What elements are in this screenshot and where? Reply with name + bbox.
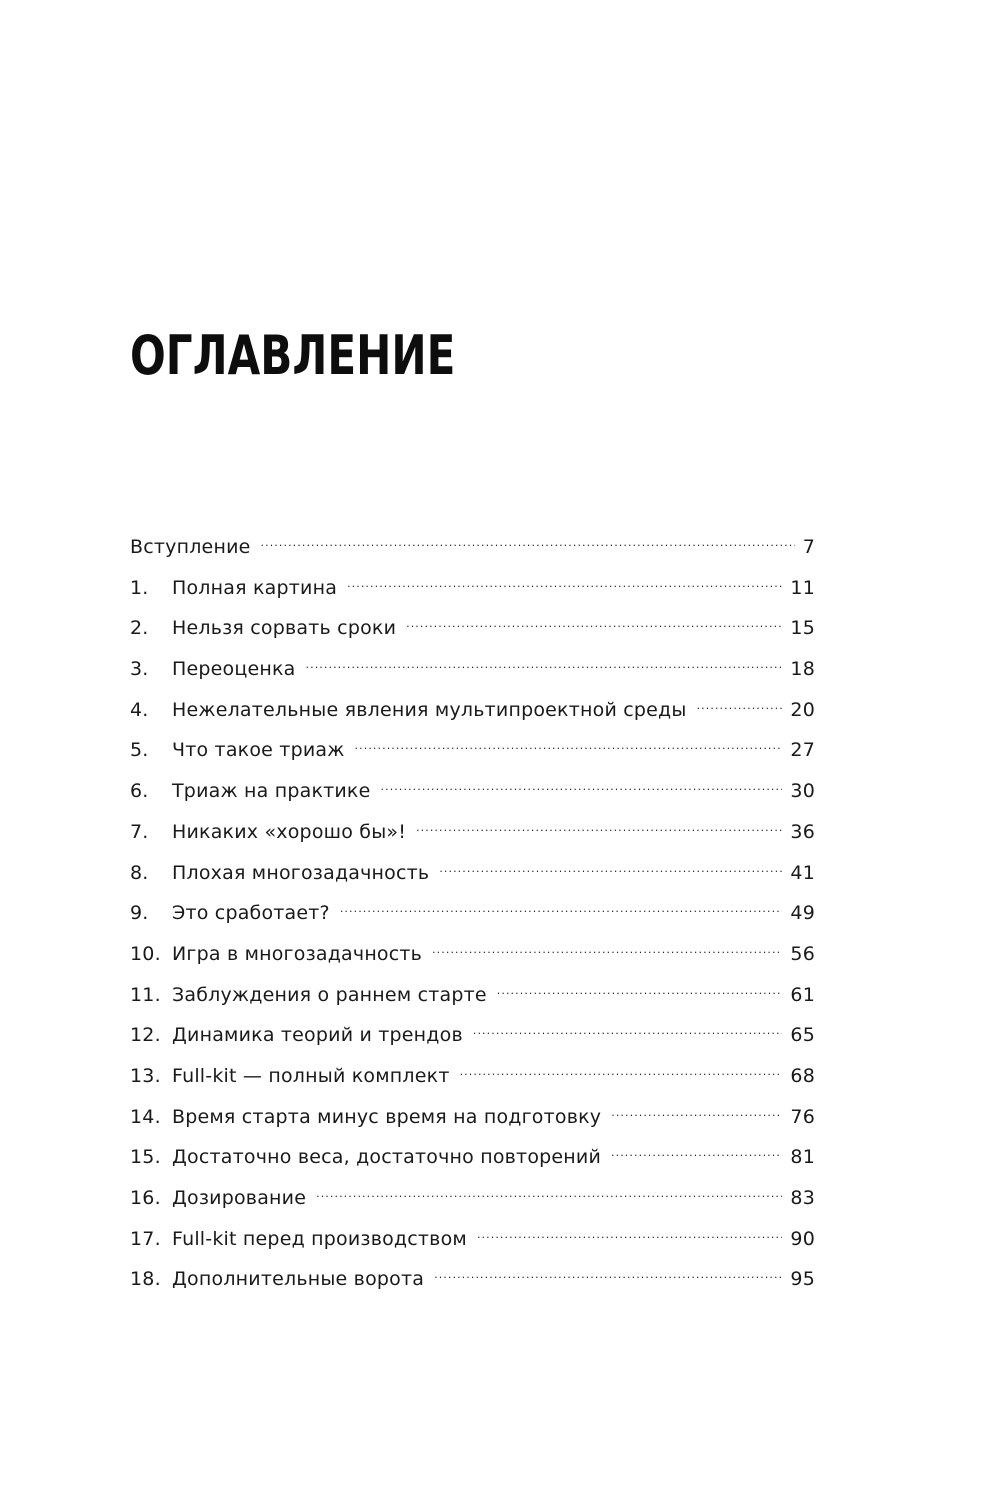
toc-entry-page: 15 — [790, 617, 815, 640]
toc-entry-title: Дополнительные ворота — [172, 1268, 425, 1291]
toc-entry-4 — [130, 697, 815, 738]
toc-entry-intro — [130, 534, 815, 575]
dot-leader — [381, 778, 783, 797]
toc-entry-number: 7. — [130, 820, 149, 843]
dot-leader — [497, 982, 783, 1001]
table-of-contents — [130, 534, 815, 1307]
toc-entry-page: 20 — [790, 698, 815, 721]
dot-leader — [416, 819, 782, 838]
toc-entry-page: 11 — [790, 576, 815, 599]
toc-entry-9 — [130, 900, 815, 941]
toc-entry-number: 9. — [130, 902, 149, 925]
toc-entry-number: 8. — [130, 861, 149, 884]
toc-entry-7 — [130, 819, 815, 860]
toc-entry-1 — [130, 575, 815, 616]
toc-entry-12 — [130, 1022, 815, 1063]
toc-entry-page: 30 — [790, 780, 815, 803]
toc-entry-page: 83 — [790, 1187, 815, 1209]
toc-entry-title: Плохая многозадачность — [172, 861, 430, 884]
toc-entry-number: 5. — [130, 739, 149, 762]
toc-entry-title: Достаточно веса, достаточно повторений — [172, 1146, 602, 1169]
toc-entry-page: 49 — [790, 902, 815, 925]
toc-entry-page: 76 — [790, 1105, 815, 1128]
toc-entry-17 — [130, 1226, 815, 1267]
toc-entry-number: 15. — [130, 1146, 161, 1169]
toc-entry-6 — [130, 778, 815, 819]
toc-entry-page: 18 — [790, 658, 815, 681]
toc-entry-page: 95 — [790, 1268, 815, 1291]
toc-entry-title: Дозирование — [172, 1187, 307, 1209]
toc-entry-page: 41 — [790, 861, 815, 884]
toc-entry-2 — [130, 615, 815, 656]
toc-entry-page: 61 — [790, 983, 815, 1006]
toc-entry-number: 4. — [130, 698, 149, 721]
toc-entry-title: Full-kit перед производством — [172, 1227, 467, 1250]
toc-entry-title: Никаких «хорошо бы»! — [172, 820, 407, 843]
toc-entry-number: 12. — [130, 1024, 161, 1047]
toc-entry-number: 3. — [130, 658, 149, 681]
toc-entry-title: Это сработает? — [172, 902, 330, 925]
dot-leader — [306, 656, 783, 675]
toc-entry-number: 6. — [130, 780, 149, 803]
toc-entry-title: Время старта минус время на подготовку — [172, 1105, 602, 1128]
toc-entry-number: 11. — [130, 983, 161, 1006]
dot-leader — [460, 1063, 783, 1082]
toc-entry-18 — [130, 1266, 815, 1307]
toc-entry-title: Игра в многозадачность — [172, 942, 423, 965]
dot-leader — [611, 1104, 782, 1123]
toc-entry-5 — [130, 737, 815, 778]
toc-entry-13 — [130, 1063, 815, 1104]
toc-entry-8 — [130, 860, 815, 901]
toc-entry-title: Полная картина — [172, 576, 338, 599]
toc-entry-number: 2. — [130, 617, 149, 640]
toc-entry-page: 56 — [790, 942, 815, 965]
toc-entry-number: 18. — [130, 1268, 161, 1291]
toc-entry-title: Нежелательные явления мультипроектной среды — [172, 698, 687, 721]
dot-leader — [406, 615, 782, 634]
toc-entry-number: 17. — [130, 1227, 161, 1250]
dot-leader — [261, 534, 795, 553]
toc-entry-title: Переоценка — [172, 658, 296, 681]
toc-entry-number: 10. — [130, 942, 161, 965]
toc-entry-title: Динамика теорий и трендов — [172, 1024, 463, 1047]
toc-entry-title: Full-kit — полный комплект — [172, 1064, 450, 1087]
toc-entry-number: 16. — [130, 1187, 161, 1209]
toc-entry-number: 1. — [130, 576, 149, 599]
toc-entry-14 — [130, 1104, 815, 1145]
dot-leader — [473, 1022, 783, 1041]
toc-entry-page: 7 — [802, 536, 815, 558]
toc-entry-title: Нельзя сорвать сроки — [172, 617, 397, 640]
toc-entry-15 — [130, 1144, 815, 1185]
page-title: ОГЛАВЛЕНИЕ — [130, 324, 456, 387]
toc-entry-11 — [130, 982, 815, 1023]
toc-entry-10 — [130, 941, 815, 982]
toc-entry-number: 14. — [130, 1105, 161, 1128]
dot-leader — [347, 575, 782, 594]
toc-entry-3 — [130, 656, 815, 697]
toc-entry-title: Вступление — [130, 536, 251, 558]
toc-entry-page: 36 — [790, 820, 815, 843]
dot-leader — [434, 1266, 782, 1285]
toc-entry-title: Заблуждения о раннем старте — [172, 983, 487, 1006]
dot-leader — [697, 697, 783, 716]
toc-entry-page: 90 — [790, 1227, 815, 1250]
toc-entry-title: Что такое триаж — [172, 739, 345, 762]
toc-entry-page: 65 — [790, 1024, 815, 1047]
dot-leader — [439, 860, 782, 879]
toc-entry-16 — [130, 1185, 815, 1226]
dot-leader — [611, 1144, 782, 1163]
toc-entry-number: 13. — [130, 1064, 161, 1087]
toc-entry-page: 81 — [790, 1146, 815, 1169]
dot-leader — [355, 737, 783, 756]
toc-entry-page: 27 — [790, 739, 815, 762]
dot-leader — [340, 900, 783, 919]
toc-entry-title: Триаж на практике — [172, 780, 371, 803]
dot-leader — [316, 1185, 782, 1204]
dot-leader — [432, 941, 782, 960]
toc-entry-page: 68 — [790, 1064, 815, 1087]
dot-leader — [477, 1226, 782, 1245]
